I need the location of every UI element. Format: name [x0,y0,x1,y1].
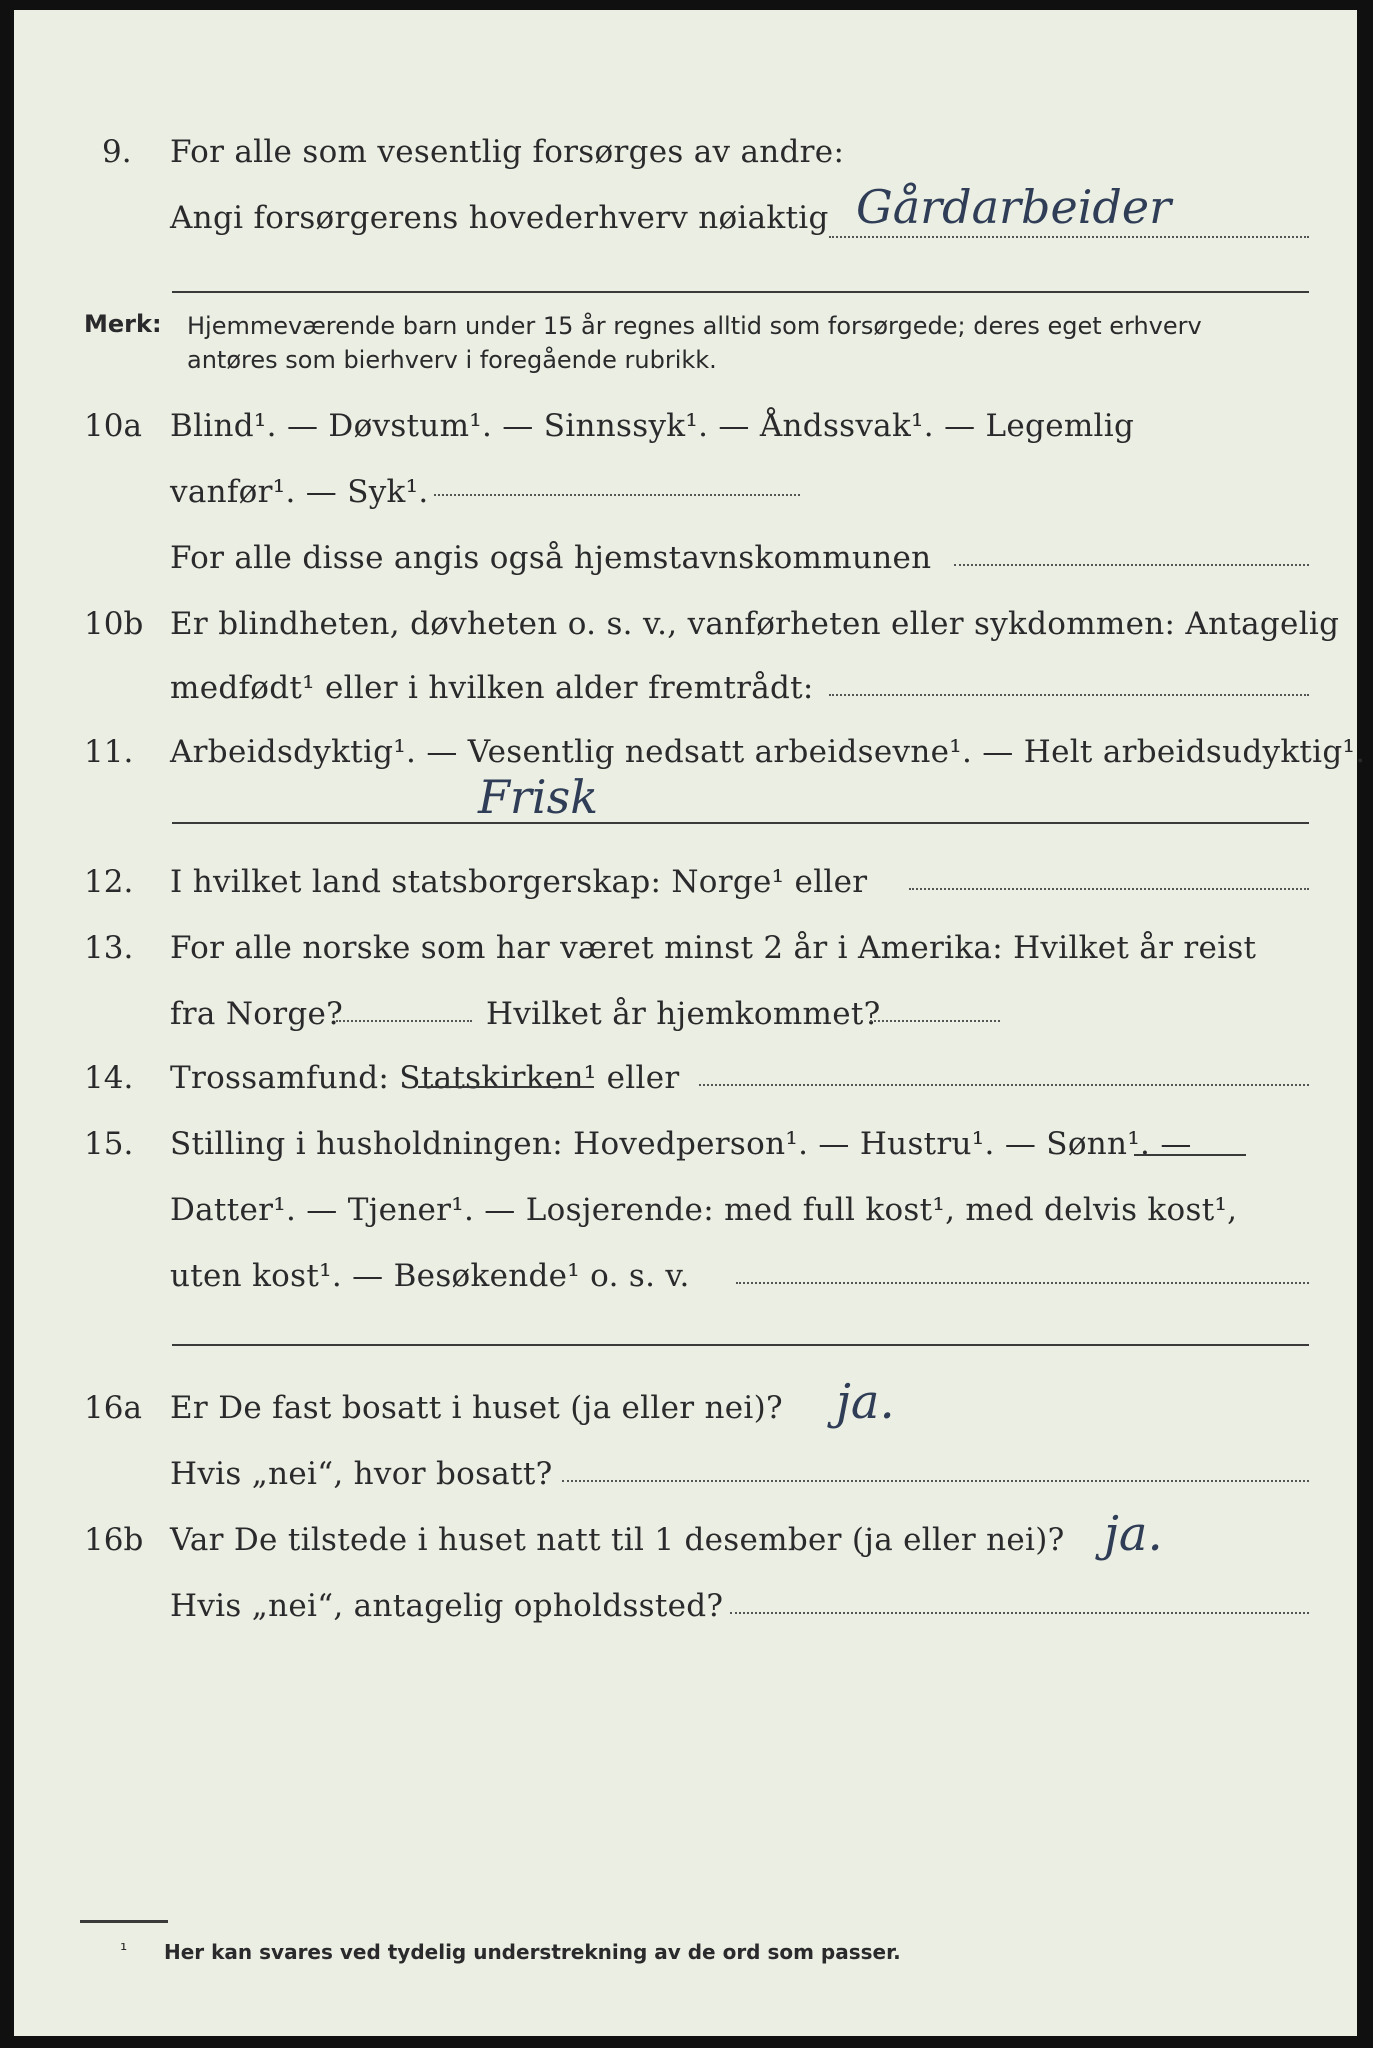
merk-line1: Hjemmeværende barn under 15 år regnes alltid som forsørgede; deres eget erhverv [187,312,1202,340]
q15-underline-sonn [1134,1154,1246,1156]
q16b-number: 16b [84,1522,144,1558]
q9-number: 9. [102,134,132,170]
q13-right-answer-line [870,1020,1000,1022]
q15-line3: uten kost¹. — Besøkende¹ o. s. v. [170,1258,690,1294]
footnote-rule [80,1920,168,1923]
q13-line2b: Hvilket år hjemkommet? [486,996,881,1032]
q15-line1: Stilling i husholdningen: Hovedperson¹. — Hustru¹. — Sønn¹. — [170,1126,1192,1162]
q14-number: 14. [84,1060,134,1096]
q10a-line1: Blind¹. — Døvstum¹. — Sinnssyk¹. — Åndssvak¹. — Legemlig [170,408,1135,444]
q14-underline-statskirken [418,1086,594,1088]
merk-label: Merk: [84,310,162,338]
q16a-line2: Hvis „nei“, hvor bosatt? [170,1456,553,1492]
q10a-line3: For alle disse angis også hjemstavnskommunen [170,540,932,576]
q16b-line1: Var De tilstede i huset natt til 1 desember (ja eller nei)? [170,1522,1065,1558]
q11-line1: Arbeidsdyktig¹. — Vesentlig nedsatt arbeidsevne¹. — Helt arbeidsudyktig¹. [170,734,1366,770]
q10b-number: 10b [84,606,144,642]
q11-number: 11. [84,734,134,770]
census-form-page [14,10,1366,2036]
q11-answer-line [172,822,1309,824]
q14-line1: Trossamfund: Statskirken¹ eller [170,1060,680,1096]
q10b-line2: medfødt¹ eller i hvilken alder fremtrådt: [170,670,814,706]
q10a-hometown-line [954,564,1309,566]
q10b-line1: Er blindheten, døvheten o. s. v., vanførheten eller sykdommen: Antagelig [170,606,1340,642]
q13-number: 13. [84,930,134,966]
q16b-answer-line [730,1612,1309,1614]
q9-second-answer-line [172,291,1309,293]
q9-line2: Angi forsørgerens hovederhverv nøiaktig [170,200,829,236]
q15-line2: Datter¹. — Tjener¹. — Losjerende: med full kost¹, med delvis kost¹, [170,1192,1238,1228]
q10a-number: 10a [84,408,142,444]
q10b-answer-line [829,694,1309,696]
footnote-mark: ¹ [120,1940,128,1961]
q16a-number: 16a [84,1390,142,1426]
q16a-handwritten-answer[interactable]: ja. [836,1374,895,1430]
q13-line2a: fra Norge? [170,996,344,1032]
q12-number: 12. [84,864,134,900]
q15-answer-line [736,1282,1309,1284]
q13-line1: For alle norske som har været minst 2 år i Amerika: Hvilket år reist [170,930,1257,966]
q12-line1: I hvilket land statsborgerskap: Norge¹ eller [170,864,868,900]
q16b-handwritten-answer[interactable]: ja. [1104,1506,1163,1562]
q14-answer-line [699,1084,1309,1086]
merk-line2: antøres som bierhverv i foregående rubrikk. [187,346,717,374]
q16b-line2: Hvis „nei“, antagelig opholdssted? [170,1588,724,1624]
q10a-answer-line [434,494,800,496]
q9-line1: For alle som vesentlig forsørges av andre: [170,134,845,170]
q15-second-answer-line [172,1344,1309,1346]
q15-number: 15. [84,1126,134,1162]
q13-left-answer-line [336,1020,472,1022]
q16a-line1: Er De fast bosatt i huset (ja eller nei)? [170,1390,783,1426]
q9-handwritten-answer[interactable]: Gårdarbeider [856,180,1172,234]
q11-handwritten-answer[interactable]: Frisk [478,770,599,824]
q12-answer-line [909,888,1309,890]
footnote-text: Her kan svares ved tydelig understrekning av de ord som passer. [164,1940,901,1964]
q16a-answer-line [562,1480,1309,1482]
q10a-line2: vanfør¹. — Syk¹. [170,474,429,510]
q9-answer-line [829,236,1309,238]
